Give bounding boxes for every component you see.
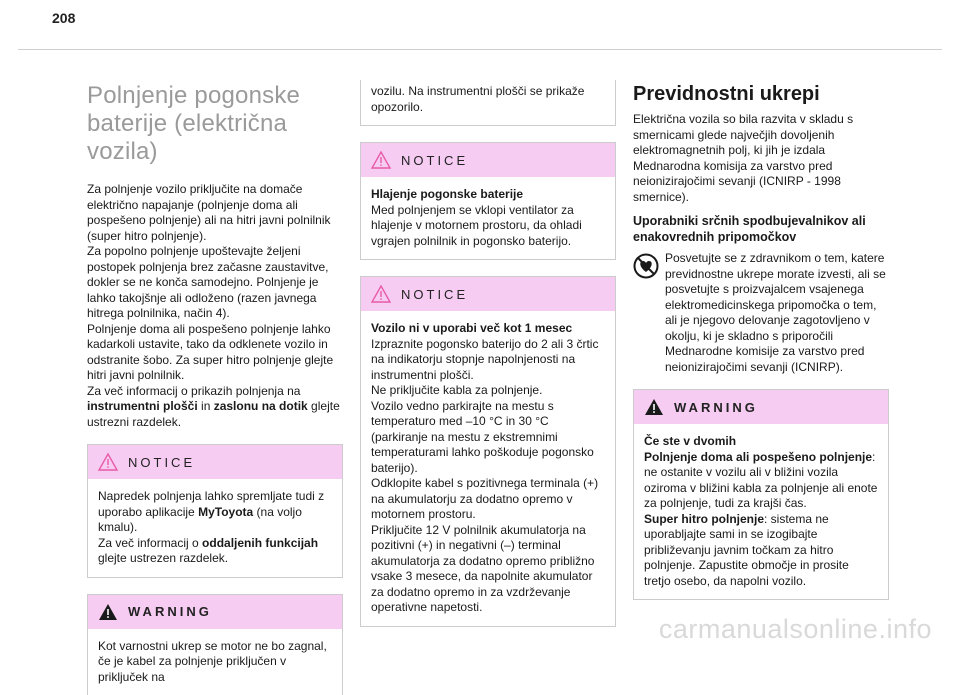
notice-triangle-icon — [98, 453, 118, 471]
warning-text: Kot varnostni ukrep se motor ne bo zagnal, če je kabel za polnjenje priključen v priključek na — [98, 639, 332, 686]
notice-text: Med polnjenjem se vklopi ventilator za hlajenje v motornem prostoru, da ohladi vgrajen polnilnik in pogonsko baterijo. — [371, 203, 605, 250]
warning-continued-text: vozilu. Na instrumentni plošči se prikaže opozorilo. — [371, 84, 605, 115]
notice-triangle-icon — [371, 285, 391, 303]
pacemaker-text: Posvetujte se z zdravnikom o tem, katere previdnostne ukrepe morate izvesti, ali se posvetujte s proizvajalcem vsajenega elektromedicinskega pripomočka o tem, ali je njegovo delovanje zagotovljeno v okolju, ki je skladno s priporočili Mednarodne komisije za varstvo pred neionizirajočimi sevanji (ICNIRP). — [665, 251, 889, 375]
notice-text: Napredek polnjenja lahko spremljate tudi z uporabo aplikacije MyToyota (na voljo kmalu). — [98, 489, 332, 536]
notice-text-1: Izpraznite pogonsko baterijo do 2 ali 3 črtic na indikatorju stopnje napolnjenosti na instrumentni plošči. — [371, 337, 605, 384]
notice-label: NOTICE — [128, 455, 195, 470]
pacemaker-prohibited-icon — [633, 253, 659, 279]
column-2 — [360, 80, 616, 627]
section-title-line2: baterije (električna vozila) — [87, 110, 287, 165]
notice-box-cooling — [360, 142, 616, 260]
notice-heading: Vozilo ni v uporabi več kot 1 mesec — [371, 321, 605, 337]
notice-label: NOTICE — [401, 153, 468, 168]
notice-box-storage — [360, 276, 616, 627]
watermark: carmanualsonline.info — [659, 614, 932, 645]
warning-header — [634, 390, 888, 424]
warning-box — [633, 389, 889, 600]
precautions-paragraph: Električna vozila so bila razvita v skladu s smernicami glede največjih dovoljenih elektromagnetnih polj, ki jih je izdala Mednarodna komisija za varstvo pred neionizirajočimi sevanji (ICNIRP - 1998 smernice). — [633, 112, 889, 205]
notice-text-4: Odklopite kabel s pozitivnega terminala (+) na akumulatorju za dodatno opremo v motornem prostoru. — [371, 476, 605, 523]
notice-header — [361, 143, 615, 177]
notice-box — [87, 444, 343, 578]
stop-charge-paragraph: Polnjenje doma ali pospešeno polnjenje lahko kadarkoli ustavite, tako da odklenete vozilo in odstranite šobo. Za super hitro polnjenje glejte hitri javni polnilnik. — [87, 322, 343, 384]
precautions-title: Previdnostni ukrepi — [633, 82, 889, 106]
column-1 — [87, 62, 343, 695]
warning-label: WARNING — [674, 400, 758, 415]
warning-triangle-icon — [98, 603, 118, 621]
warning-triangle-icon — [644, 398, 664, 416]
pacemaker-subheading: Uporabniki srčnih spodbujevalnikov ali enakovrednih pripomočkov — [633, 213, 889, 245]
top-divider — [18, 49, 942, 50]
notice-text-5: Priključite 12 V polnilnik akumulatorja na pozitivni (+) in negativni (–) terminal akumulatorja za dodatno opremo približno vsake 3 mesece, da napolnite akumulator za dodatno opremo in za vzdrževanje operativne napetosti. — [371, 523, 605, 616]
notice-header — [361, 277, 615, 311]
notice-triangle-icon — [371, 151, 391, 169]
notice-text-2: Za več informacij o oddaljenih funkcijah glejte ustrezen razdelek. — [98, 536, 332, 567]
section-title — [87, 82, 343, 166]
warning-header — [88, 595, 342, 629]
full-charge-paragraph: Za popolno polnjenje upoštevajte željeni postopek polnjenja brez začasne zaustavitve, dokler se ne konča samodejno. Polnjenje je lahko takojšnje ali odloženo (razen javnega hitrega polnilnika, način 4). — [87, 244, 343, 322]
notice-label: NOTICE — [401, 287, 468, 302]
warning-text-2: Super hitro polnjenje: sistema ne uporabljajte sami in se izogibajte približevanju javnim točkam za hitro polnjenje. Zapustite območje in prosite tretjo osebo, da napolni vozilo. — [644, 512, 878, 590]
intro-paragraph: Za polnjenje vozilo priključite na domače električno napajanje (polnjenje doma ali pospešeno polnjenje) ali na hitri javni polnilnik (super hitro polnjenje). — [87, 182, 343, 244]
notice-header — [88, 445, 342, 479]
warning-label: WARNING — [128, 604, 212, 619]
column-3 — [633, 62, 889, 600]
info-paragraph: Za več informacij o prikazih polnjenja na instrumentni plošči in zaslonu na dotik glejte ustrezni razdelek. — [87, 384, 343, 431]
notice-heading: Hlajenje pogonske baterije — [371, 187, 605, 203]
notice-text-2: Ne priključite kabla za polnjenje. — [371, 383, 605, 399]
pacemaker-notice — [633, 251, 889, 375]
warning-box-continued — [360, 80, 616, 126]
section-title-line1: Polnjenje pogonske — [87, 82, 300, 109]
warning-heading: Če ste v dvomih — [644, 434, 878, 450]
page-number: 208 — [52, 10, 75, 26]
warning-text-1: Polnjenje doma ali pospešeno polnjenje: ne ostanite v vozilu ali v bližini vozila oziroma v bližini kabla za polnjenje ali enote za polnjenje, tudi za krajši čas. — [644, 450, 878, 512]
notice-text-3: Vozilo vedno parkirajte na mestu s temperaturo med –10 °C in 30 °C (parkiranje na mestu z ekstremnimi temperaturami lahko poškoduje pogonsko baterijo). — [371, 399, 605, 477]
warning-box — [87, 594, 343, 695]
